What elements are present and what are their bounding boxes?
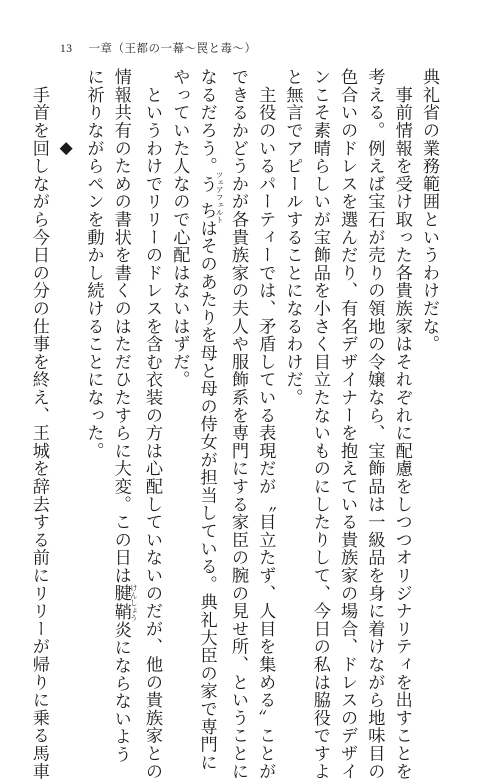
- text-line: 手首を回しながら今日の分の仕事を終え、王城を辞去する前にリリーが帰りに乗る馬車: [28, 68, 49, 780]
- text-fragment: 炎にならないよう: [110, 620, 131, 764]
- text-line: 考える。例えば宝石が売りの領地の令嬢なら、宝飾品は一級品を身に着けながら地味目の: [364, 68, 385, 780]
- text-line-with-ruby: [192, 68, 225, 772]
- text-line-with-ruby: [106, 68, 139, 764]
- text-line: ンこそ素晴らしいが宝飾品を小さく目立たないものにしたりして、今日の私は脇役ですよ: [309, 68, 330, 780]
- text-line: できるかどうかが各貴族家の夫人や服飾系を専門にする家臣の腕の見せ所、ということに: [227, 68, 248, 780]
- text-line: 典礼省の業務範囲というわけだな。: [419, 68, 439, 353]
- ruby-kenshoen: 腱鞘けんしょう: [110, 583, 139, 622]
- body-text: [25, 68, 442, 780]
- section-break-diamond: ◆: [56, 138, 77, 159]
- text-fragment: なるだろう。: [196, 68, 217, 175]
- text-line: というわけでリリーのドレスを含む衣装の方は心配していないのだが、他の貴族家との: [142, 68, 163, 780]
- ruby-uchi: うちツェアフェルト: [196, 170, 225, 224]
- text-line: 事前情報を受け取った各貴族家はそれぞれに配慮をしつつオリジナリティを出すことを: [391, 68, 412, 780]
- text-line: 色合いのドレスを選んだり、有名デザイナーを抱えている貴族家の場合、ドレスのデザイ: [337, 68, 358, 780]
- text-line: やっていた人なので心配はないはずだ。: [169, 68, 190, 389]
- text-line: に祈りながらペンを動かし続けることになった。: [83, 68, 104, 460]
- running-header: [60, 40, 257, 56]
- text-line: と無言でアピールすることになるわけだ。: [282, 68, 303, 407]
- chapter-title: 一章（王都の一幕〜罠と毒〜）: [88, 41, 257, 55]
- text-fragment: はそのあたりを母と母の侍女が担当している。典礼大臣の家で専門に: [196, 219, 217, 772]
- text-line: 主役のいるパーティーでは、矛盾している表現だが〝目立たず、人目を集める〟ことが: [255, 68, 276, 780]
- text-fragment: 情報共有のための書状を書くのはただひたすらに大変。この日は: [110, 68, 131, 585]
- page-number: 13: [60, 43, 73, 55]
